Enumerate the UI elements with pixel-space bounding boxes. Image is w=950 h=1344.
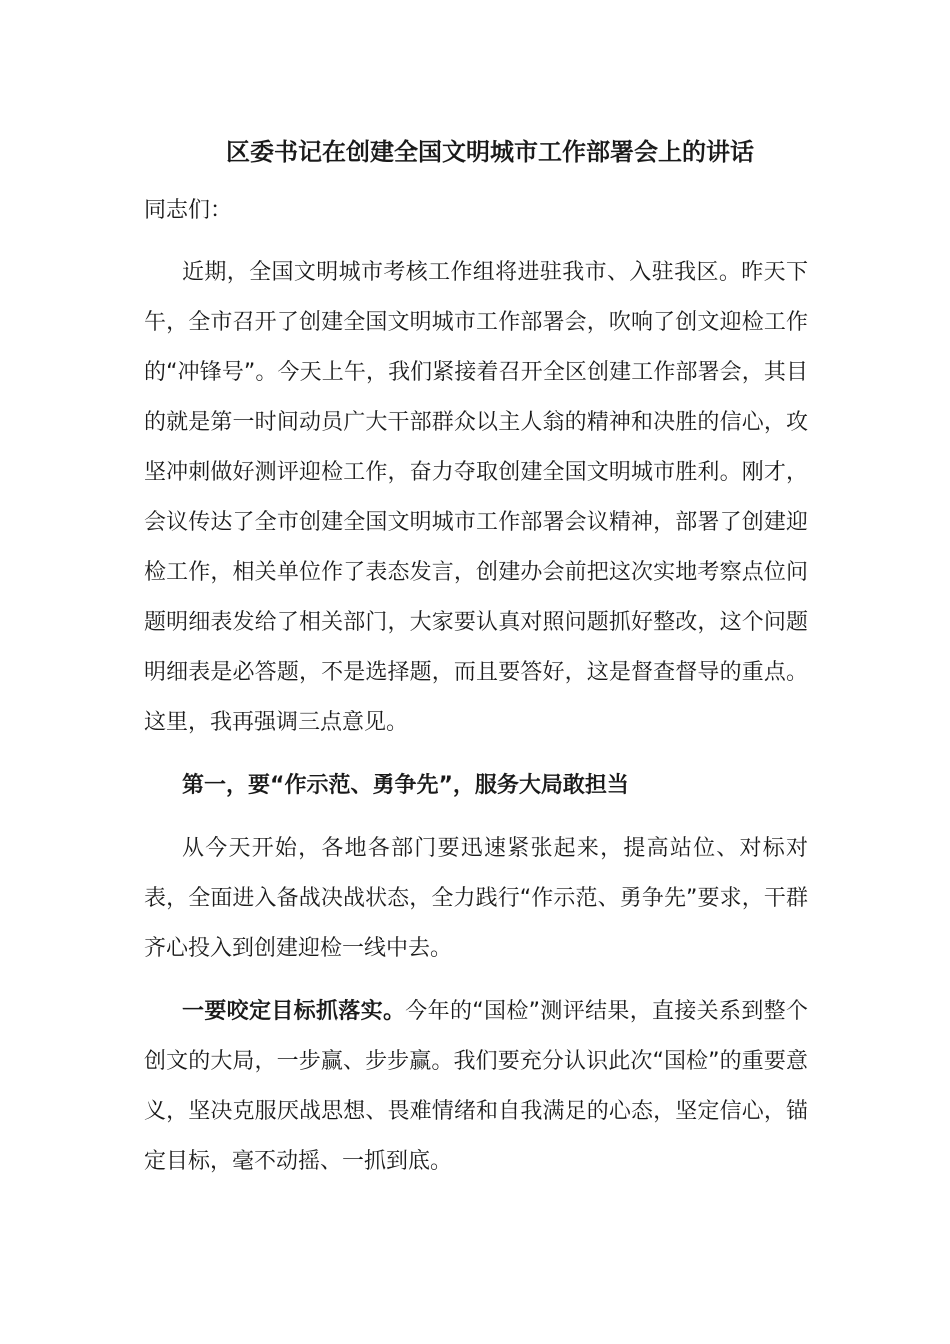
paragraph-goal — [144, 987, 808, 1187]
document-body — [144, 128, 808, 1187]
paragraph-goal-lead: 一要咬定目标抓落实。 — [182, 999, 406, 1024]
document-title: 区委书记在创建全国文明城市工作部署会上的讲话 — [226, 138, 754, 166]
section-heading-first: 第一，要“作示范、勇争先”，服务大局敢担当 — [182, 773, 629, 798]
paragraph-section-one: 从今天开始，各地各部门要迅速紧张起来，提高站位、对标对表，全面进入备战决战状态，全力践行“作示范、勇争先”要求，干群齐心投入到创建迎检一线中去。 — [144, 836, 808, 961]
paragraph-intro: 近期，全国文明城市考核工作组将进驻我市、入驻我区。昨天下午，全市召开了创建全国文明城市工作部署会，吹响了创文迎检工作的“冲锋号”。今天上午，我们紧接着召开全区创建工作部署会，其目的就是第一时间动员广大干部群众以主人翁的精神和决胜的信心，攻坚冲刺做好测评迎检工作，奋力夺取创建全国文明城市胜利。刚才，会议传达了全市创建全国文明城市工作部署会议精神，部署了创建迎检工作，相关单位作了表态发言，创建办会前把这次实地考察点位问题明细表发给了相关部门，大家要认真对照问题抓好整改，这个问题明细表是必答题，不是选择题，而且要答好，这是督查督导的重点。这里，我再强调三点意见。 — [144, 260, 808, 735]
paragraph-goal-body: 今年的“国检”测评结果，直接关系到整个创文的大局，一步赢、步步赢。我们要充分认识此次“国检”的重要意义，坚决克服厌战思想、畏难情绪和自我满足的心态，坚定信心，锚定目标，毫不动摇、一抓到底。 — [144, 999, 808, 1174]
greeting: 同志们： — [144, 198, 233, 223]
